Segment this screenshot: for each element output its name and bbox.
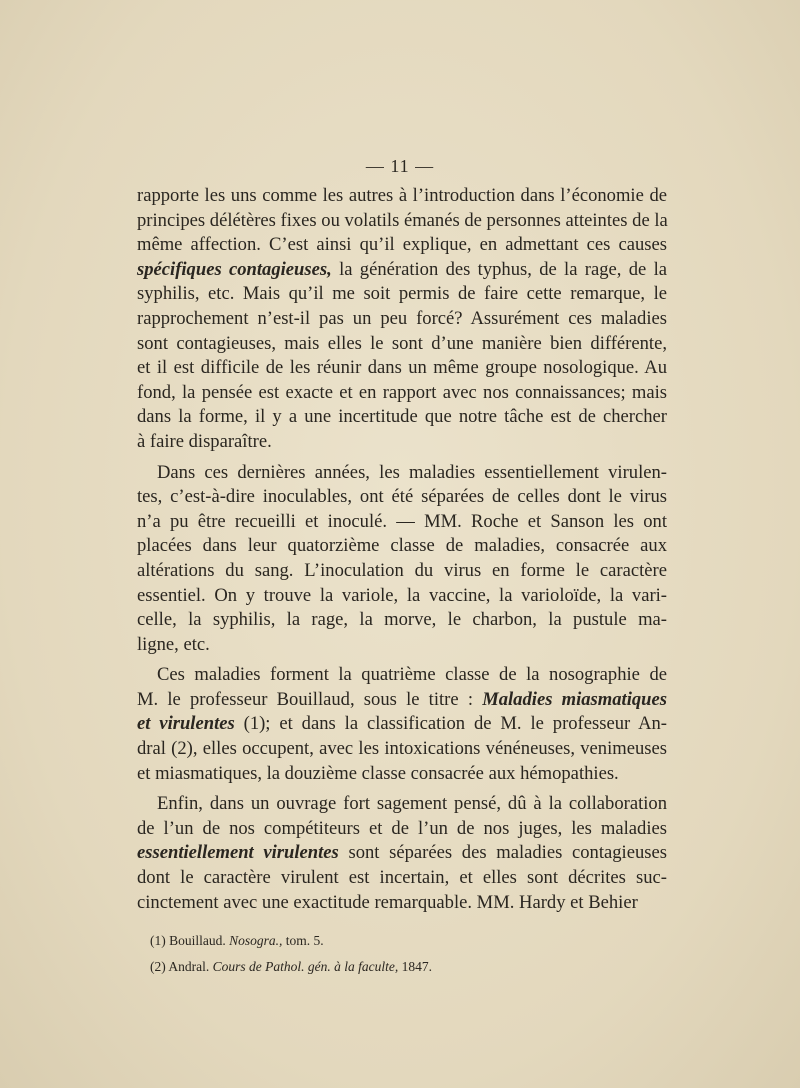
- text-run: la génération des typhus, de la rage, de la: [331, 258, 668, 280]
- italic-text: Cours de Pathol. gén. à la faculte,: [212, 959, 399, 974]
- paragraph: [137, 792, 667, 915]
- text-line: [137, 485, 667, 510]
- text-run: M. le professeur Bouillaud, sous le titre :: [137, 688, 483, 710]
- footnotes: [150, 928, 670, 980]
- text-line: [137, 381, 667, 406]
- text-line: [137, 534, 667, 559]
- paragraph: [137, 461, 667, 658]
- text-run: tom. 5.: [282, 933, 324, 948]
- text-run: Enfin, dans un ouvrage fort sagement pensé, dû à la collaboration: [157, 793, 667, 815]
- body-text: [137, 184, 667, 915]
- text-line: [137, 282, 667, 307]
- text-run: et miasmatiques, la douzième classe consacrée aux hémopathies.: [137, 762, 619, 784]
- text-run: 1847.: [398, 959, 432, 974]
- text-run: altérations du sang. L’inoculation du virus en forme le caractère: [137, 559, 667, 581]
- italic-text: et virulentes: [137, 713, 235, 735]
- footnote: [150, 954, 670, 980]
- text-line: [137, 233, 667, 258]
- text-line: [137, 737, 667, 762]
- text-line: [137, 608, 667, 633]
- text-run: sont contagieuses, mais elles le sont d’une manière bien différente,: [137, 332, 667, 354]
- text-line: [137, 510, 667, 535]
- italic-text: spécifiques contagieuses,: [137, 258, 332, 280]
- text-run: (1) Bouillaud.: [150, 933, 230, 948]
- text-line: [137, 762, 667, 787]
- text-run: essentiel. On y trouve la variole, la vaccine, la varioloïde, la vari-: [137, 584, 667, 606]
- text-run: fond, la pensée est exacte et en rapport avec nos connaissances; mais: [137, 381, 667, 403]
- italic-text: Maladies miasmatiques: [482, 688, 668, 710]
- text-line: [137, 663, 667, 688]
- text-line: [137, 817, 667, 842]
- text-run: principes délétères fixes ou volatils émanés de personnes atteintes de la: [137, 209, 668, 231]
- text-run: dans la forme, il y a une incertitude que notre tâche est de chercher: [137, 406, 667, 428]
- text-run: n’a pu être recueilli et inoculé. — MM. Roche et Sanson les ont: [137, 510, 667, 532]
- text-run: à faire disparaître.: [137, 430, 272, 452]
- text-run: cinctement avec une exactitude remarquable. MM. Hardy et Behier: [137, 891, 638, 913]
- text-run: et il est difficile de les réunir dans un même groupe nosologique. Au: [137, 357, 667, 379]
- text-run: sont séparées des maladies contagieuses: [338, 842, 667, 864]
- text-line: [137, 866, 667, 891]
- text-line: [137, 405, 667, 430]
- text-line: [137, 430, 667, 455]
- text-line: [137, 258, 667, 283]
- text-line: [137, 688, 667, 713]
- paragraph: [137, 184, 667, 455]
- text-run: celle, la syphilis, la rage, la morve, le charbon, la pustule ma-: [137, 609, 667, 631]
- text-line: [137, 559, 667, 584]
- text-line: [137, 332, 667, 357]
- text-line: [137, 841, 667, 866]
- text-run: syphilis, etc. Mais qu’il me soit permis de faire cette remarque, le: [137, 283, 667, 305]
- footnote: [150, 928, 670, 954]
- text-line: [137, 891, 667, 916]
- text-run: (1); et dans la classification de M. le professeur An-: [234, 713, 667, 735]
- text-run: ligne, etc.: [137, 633, 210, 655]
- text-line: [137, 712, 667, 737]
- text-run: de l’un de nos compétiteurs et de l’un de nos juges, les maladies: [137, 817, 667, 839]
- text-run: placées dans leur quatorzième classe de maladies, consacrée aux: [137, 535, 667, 557]
- text-line: [137, 633, 667, 658]
- italic-text: essentiellement virulentes: [137, 842, 339, 864]
- text-run: Dans ces dernières années, les maladies essentiellement virulen-: [157, 461, 667, 483]
- text-run: dral (2), elles occupent, avec les intoxications vénéneuses, venimeuses: [137, 738, 667, 760]
- text-run: dont le caractère virulent est incertain, et elles sont décrites suc-: [137, 867, 667, 889]
- paragraph: [137, 663, 667, 786]
- italic-text: Nosogra.,: [229, 933, 283, 948]
- text-line: [137, 584, 667, 609]
- text-run: Ces maladies forment la quatrième classe de la nosographie de: [157, 664, 667, 686]
- text-run: tes, c’est-à-dire inoculables, ont été séparées de celles dont le virus: [137, 486, 667, 508]
- text-run: même affection. C’est ainsi qu’il explique, en admettant ces causes: [137, 234, 667, 256]
- text-line: [137, 307, 667, 332]
- text-run: rapporte les uns comme les autres à l’introduction dans l’économie de: [137, 185, 667, 206]
- text-line: [137, 356, 667, 381]
- text-line: [137, 792, 667, 817]
- text-line: [137, 461, 667, 486]
- text-run: rapprochement n’est-il pas un peu forcé? Assurément ces maladies: [137, 307, 667, 329]
- text-line: [137, 184, 667, 209]
- text-line: [137, 209, 667, 234]
- text-run: (2) Andral.: [150, 959, 213, 974]
- page-number: — 11 —: [365, 156, 435, 176]
